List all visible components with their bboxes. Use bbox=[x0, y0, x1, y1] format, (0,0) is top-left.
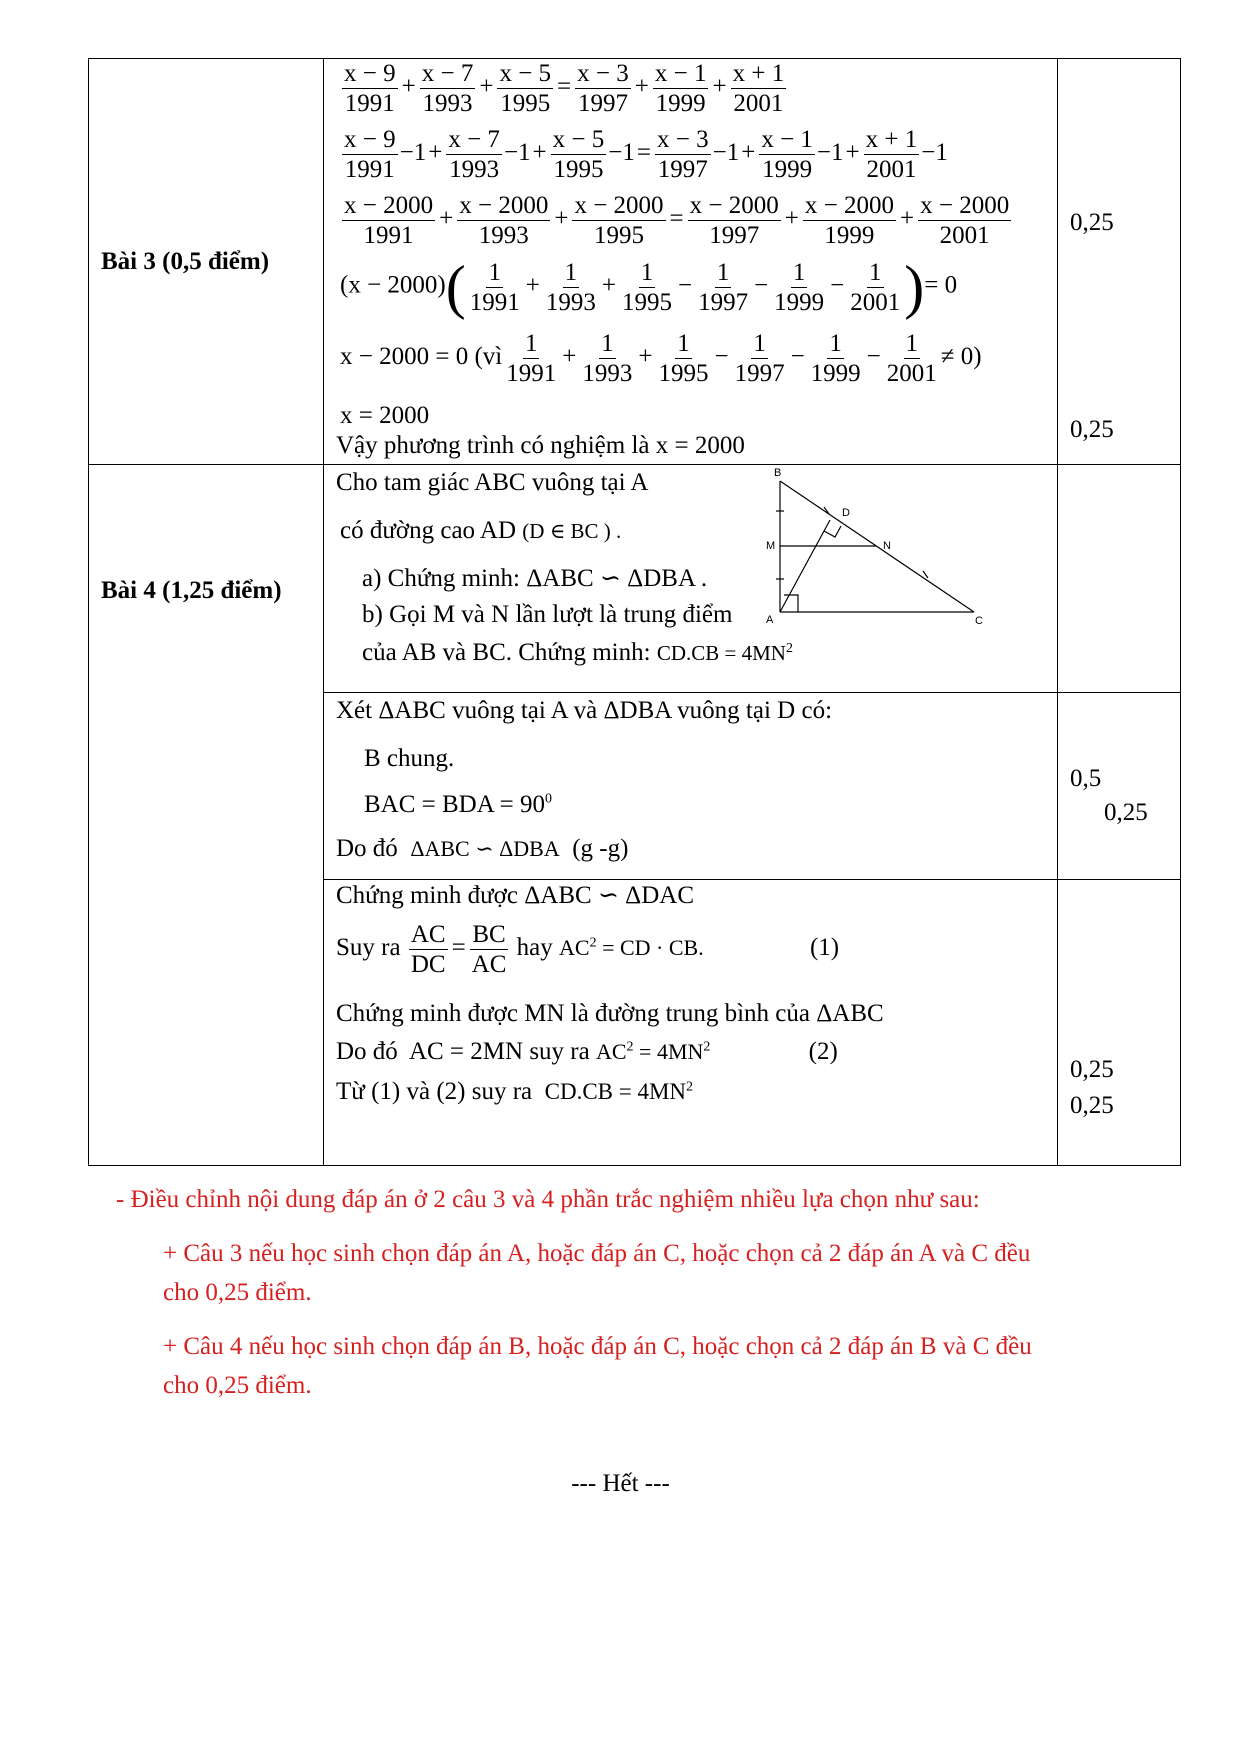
label-a: A bbox=[766, 614, 774, 626]
part-b-line-4: Do đó AC = 2MN suy ra $AC^2 = 4MN^2$ (2) bbox=[336, 1038, 838, 1065]
statement-line-2: có đường cao AD (D ∈ BC ) . bbox=[340, 517, 622, 544]
bai3-score bbox=[1058, 59, 1181, 465]
part-b-line-5: Từ (1) và (2) suy ra $CD.CB = 4MN^2$ bbox=[336, 1078, 694, 1105]
note-adjustment: - Điều chỉnh nội dung đáp án ở 2 câu 3 và 4 phần trắc nghiệm nhiều lựa chọn như sau: bbox=[116, 1186, 980, 1213]
part-b-score bbox=[1058, 880, 1181, 1166]
part-a-line-2: B chung. bbox=[364, 745, 455, 772]
answer-table bbox=[88, 58, 1181, 1166]
eq4: (x − 2000)( $\frac{1}{1991}$ + $\frac{1}{1993}$ + $\frac{1}{1995}$ − $\frac{1}{1997}$ − $\frac{1}{1999}$ − $\frac{1}{2001}$ )= 0 bbox=[340, 254, 958, 320]
note-cau4-line-2: cho 0,25 điểm. bbox=[163, 1372, 312, 1399]
part-a-score-1: 0,5 bbox=[1070, 765, 1102, 792]
label-d: D bbox=[842, 507, 850, 519]
part-b-score-1: 0,25 bbox=[1070, 1056, 1114, 1083]
bai4-part-a bbox=[324, 693, 1058, 880]
label-c: C bbox=[975, 615, 983, 627]
triangle-figure bbox=[764, 467, 1014, 637]
part-b-line-1: Chứng minh được ΔABC ∽ ΔDAC bbox=[336, 882, 695, 909]
bai3-solution bbox=[324, 59, 1058, 465]
row-bai3 bbox=[89, 59, 1181, 465]
eq2: $\frac{x - 9}{1991}$ −1+ $\frac{x - 7}{1993}$ −1+ $\frac{x - 5}{1995}$ −1= $\frac{x - 3}{1997}$ −1+ $\frac{x - 1}{1999}$ −1+ $\frac{x + 1}{2001}$ −1 bbox=[344, 126, 948, 183]
part-a-score-2: 0,25 bbox=[1104, 799, 1148, 826]
right-angle-a bbox=[784, 595, 798, 612]
eq3: $\frac{x - 2000}{1991}$ + $\frac{x - 2000}{1993}$ + $\frac{x - 2000}{1995}$ = $\frac{x - 2000}{1997}$ + $\frac{x - 2000}{1999}$ + $\frac{x - 2000}{2001}$ bbox=[344, 192, 1010, 249]
bai3-score-2: 0,25 bbox=[1070, 416, 1114, 443]
bai4-part-b bbox=[324, 880, 1058, 1166]
part-b-line-2: Suy ra $\frac{AC}{DC}$ = $\frac{BC}{AC}$ hay $AC^2$ = CD · CB. (1) bbox=[336, 921, 840, 978]
part-a-score bbox=[1058, 693, 1181, 880]
statement-line-5: của AB và BC. Chứng minh: $CD.CB = 4MN^2$ bbox=[362, 639, 793, 666]
bai3-label: Bài 3 (0,5 điểm) bbox=[89, 59, 324, 465]
statement-line-1: Cho tam giác ABC vuông tại A bbox=[336, 469, 649, 496]
row-bai4-statement bbox=[89, 465, 1181, 693]
end-marker: --- Hết --- bbox=[571, 1470, 670, 1497]
part-a-line-3: BAC = BDA = $90^0$ bbox=[364, 791, 553, 818]
eq5: x − 2000 = 0 (vì $\frac{1}{1991}$ + $\frac{1}{1993}$ + $\frac{1}{1995}$ − $\frac{1}{1997}$ − $\frac{1}{1999}$ − $\frac{1}{2001}$ ≠ 0) bbox=[340, 330, 982, 387]
altitude-ad bbox=[780, 520, 830, 612]
right-angle-d bbox=[824, 526, 841, 537]
bai4-statement-score bbox=[1058, 465, 1181, 693]
note-cau4-line-1: + Câu 4 nếu học sinh chọn đáp án B, hoặc đáp án C, hoặc chọn cả 2 đáp án B và C đều bbox=[163, 1333, 1032, 1360]
eq1: $\frac{x - 9}{1991}$ + $\frac{x - 7}{1993}$ + $\frac{x - 5}{1995}$ = $\frac{x - 3}{1997}$ + $\frac{x - 1}{1999}$ + $\frac{x + 1}{2001}$ bbox=[344, 60, 785, 117]
bai4-statement bbox=[324, 465, 1058, 693]
label-n: N bbox=[883, 540, 891, 552]
part-a-line-4: Do đó ΔABC ∽ ΔDBA (g -g) bbox=[336, 835, 629, 862]
statement-line-4: b) Gọi M và N lần lượt là trung điểm bbox=[362, 601, 733, 628]
note-cau3-line-2: cho 0,25 điểm. bbox=[163, 1279, 312, 1306]
eq6: x = 2000 bbox=[340, 402, 430, 429]
statement-line-3: a) Chứng minh: ΔABC ∽ ΔDBA . bbox=[362, 565, 708, 592]
label-m: M bbox=[766, 540, 776, 552]
part-b-score-2: 0,25 bbox=[1070, 1092, 1114, 1119]
bai3-conclusion: Vậy phương trình có nghiệm là x = 2000 bbox=[336, 432, 745, 459]
bai3-score-1: 0,25 bbox=[1070, 209, 1114, 236]
part-b-line-3: Chứng minh được MN là đường trung bình của ΔABC bbox=[336, 1000, 884, 1027]
bai4-label: Bài 4 (1,25 điểm) bbox=[89, 465, 324, 1166]
label-b: B bbox=[774, 467, 782, 479]
part-a-line-1: Xét ΔABC vuông tại A và ΔDBA vuông tại D có: bbox=[336, 697, 833, 724]
note-cau3-line-1: + Câu 3 nếu học sinh chọn đáp án A, hoặc đáp án C, hoặc chọn cả 2 đáp án A và C đều bbox=[163, 1240, 1031, 1267]
